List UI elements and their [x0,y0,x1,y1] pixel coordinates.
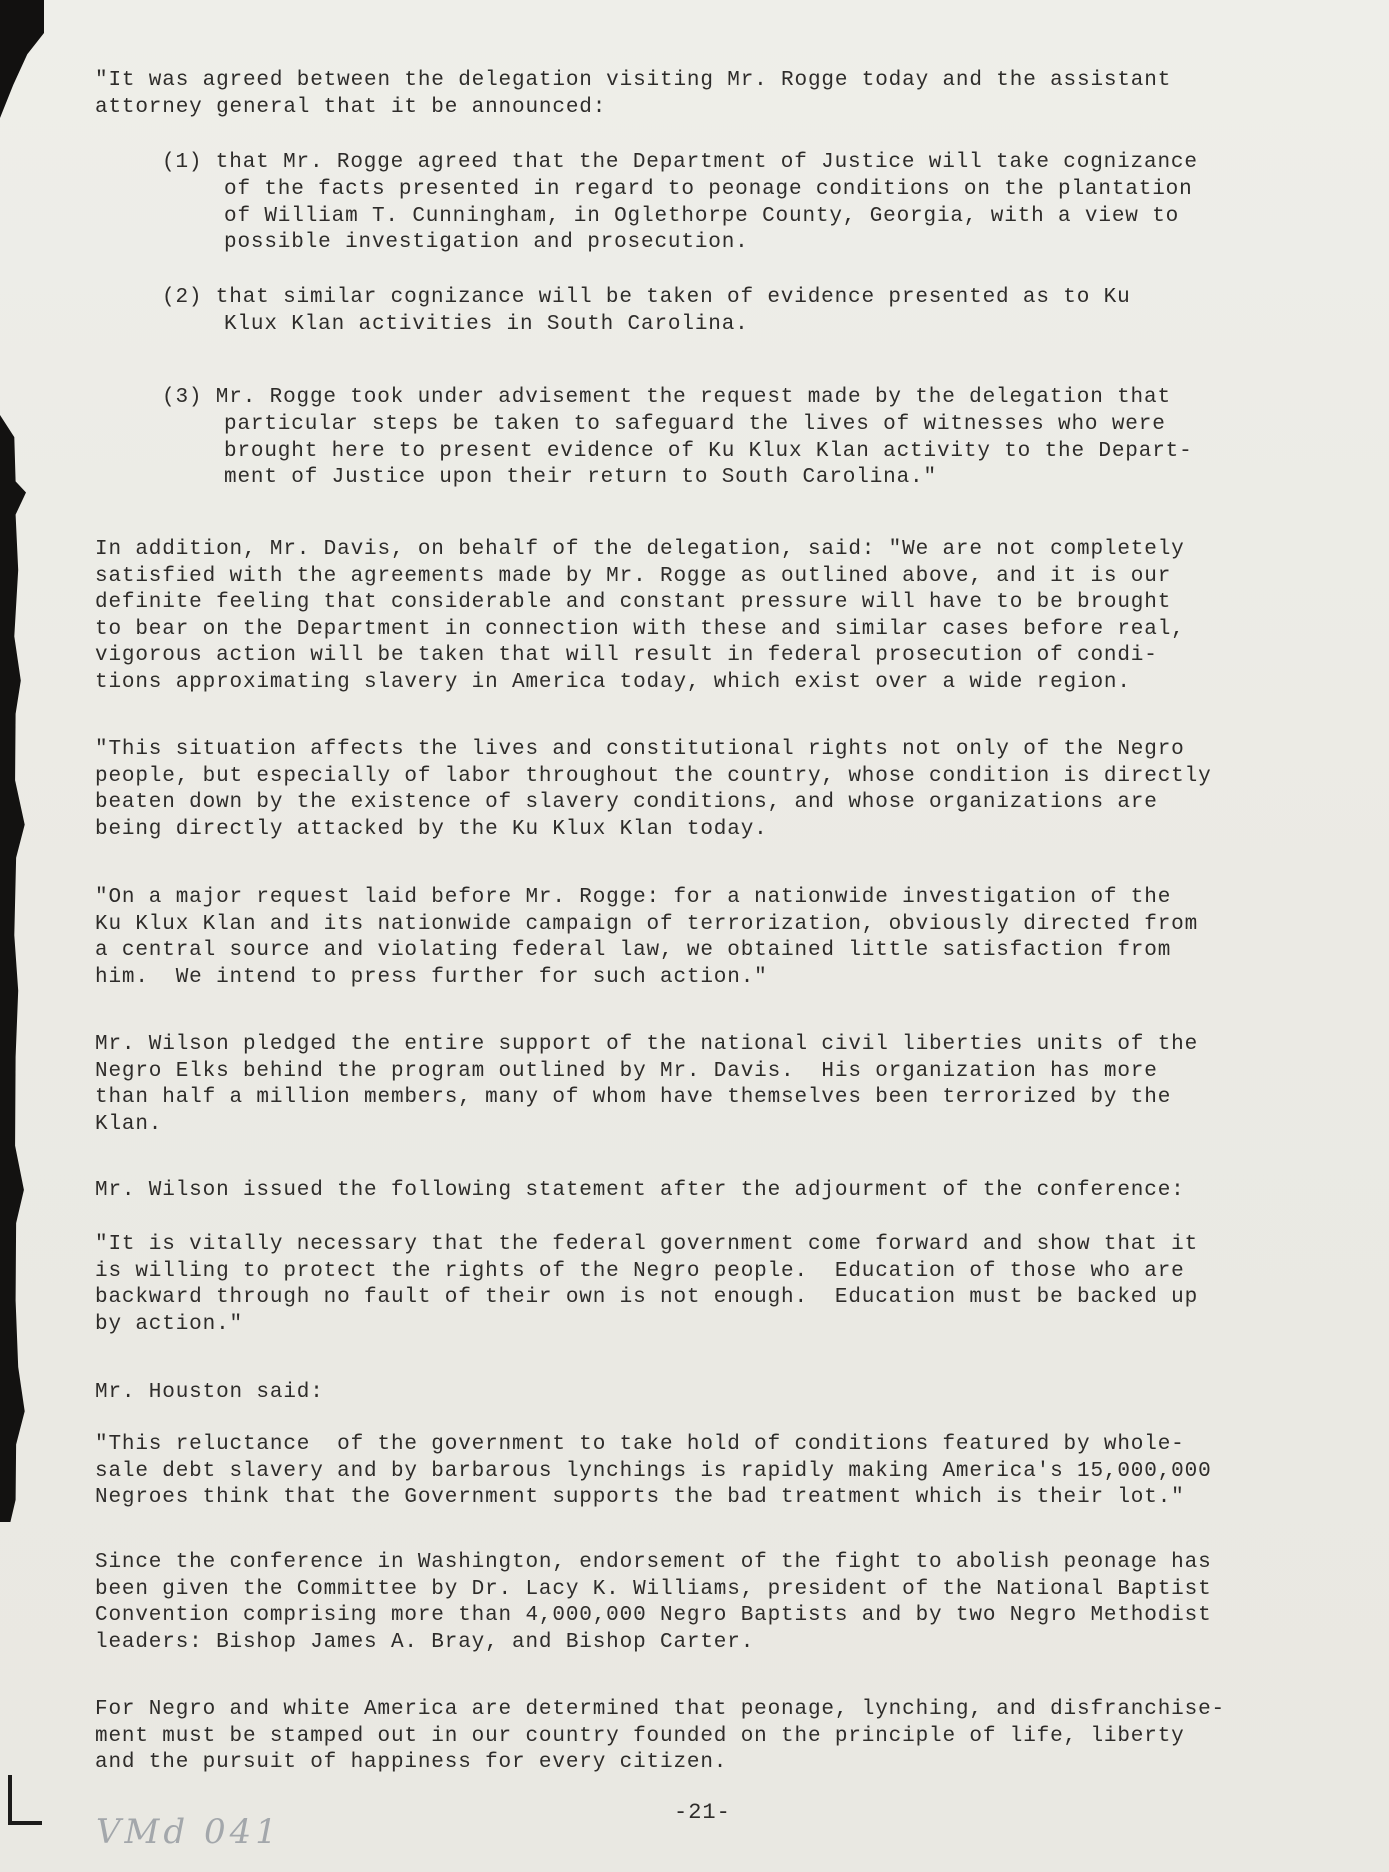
endorsement-paragraph: Since the conference in Washington, endorsement of the fight to abolish peonage has been given the Committee by Dr. Lacy K. Williams, president of the National Baptist Convention comprising more than 4,000,000 Negro Baptists and by two Negro Methodist leaders: Bishop James A. Bray, and Bishop Carter. [95,1551,1212,1654]
reluctance-quote: "This reluctance of the government to take hold of conditions featured by whole- sale debt slavery and by barbarous lynchings is rapidly making America's 15,000,000 Negroes think that the Government supports the bad treatment which is their lot." [95,1433,1212,1509]
item-1-continuation: of the facts presented in regard to peonage conditions on the plantation of William T. Cunningham, in Oglethorpe County, Georgia, with a view to possible investigation and prosecution. [224,178,1193,254]
corner-mark [8,1775,42,1825]
torn-edge-left [0,415,26,1522]
intro-paragraph: "It was agreed between the delegation visiting Mr. Rogge today and the assistant attorney general that it be announced: [95,69,1172,119]
torn-edge-top [0,0,44,118]
item-3-continuation: particular steps be taken to safeguard the lives of witnesses who were brought here to present evidence of Ku Klux Klan activity to the Depart- ment of Justice upon their return to South Carolina." [224,413,1193,489]
houston-said: Mr. Houston said: [95,1381,324,1404]
handwritten-archive-note: VMd 041 [96,1812,281,1852]
major-request-paragraph: "On a major request laid before Mr. Rogge: for a nationwide investigation of the Ku Klux Klan and its nationwide campaign of terrorization, obviously directed from a central source and violating federal law, we obtained little satisfaction from him. We intend to press further for such action." [95,886,1199,989]
page-number: -21- [674,1800,731,1825]
vitally-necessary-quote: "It is vitally necessary that the federal government come forward and show that it is willing to protect the rights of the Negro people. Education of those who are backward through no fault of their own is not enough. Education must be backed up by action." [95,1233,1199,1336]
closing-paragraph: For Negro and white America are determined that peonage, lynching, and disfranchise- ment must be stamped out in our country founded on the principle of life, liberty and the pursuit of happiness for every citizen. [95,1698,1225,1774]
wilson-pledge-paragraph: Mr. Wilson pledged the entire support of the national civil liberties units of the Negro Elks behind the program outlined by Mr. Davis. His organization has more than half a million members, many of whom have themselves been terrorized by the Klan. [95,1033,1199,1136]
situation-paragraph: "This situation affects the lives and constitutional rights not only of the Negro people, but especially of labor throughout the country, whose condition is directly beaten down by the existence of slavery conditions, and whose organizations are being directly attacked by the Ku Klux Klan today. [95,738,1212,841]
item-3-line-1: (3) Mr. Rogge took under advisement the request made by the delegation that [162,386,1171,409]
item-2-line-1: (2) that similar cognizance will be taken of evidence presented as to Ku [162,286,1131,309]
item-2-continuation: Klux Klan activities in South Carolina. [224,313,749,336]
wilson-statement-intro: Mr. Wilson issued the following statement after the adjourment of the conference: [95,1179,1185,1202]
item-1-line-1: (1) that Mr. Rogge agreed that the Department of Justice will take cognizance [162,151,1198,174]
davis-paragraph: In addition, Mr. Davis, on behalf of the delegation, said: "We are not completely satisfied with the agreements made by Mr. Rogge as outlined above, and it is our definite feeling that considerable and constant pressure will have to be brought to bear on the Department in connection with these and similar cases before real, vigorous action will be taken that will result in federal prosecution of condi- tions approximating slavery in America today, which exist over a wide region. [95,538,1185,694]
